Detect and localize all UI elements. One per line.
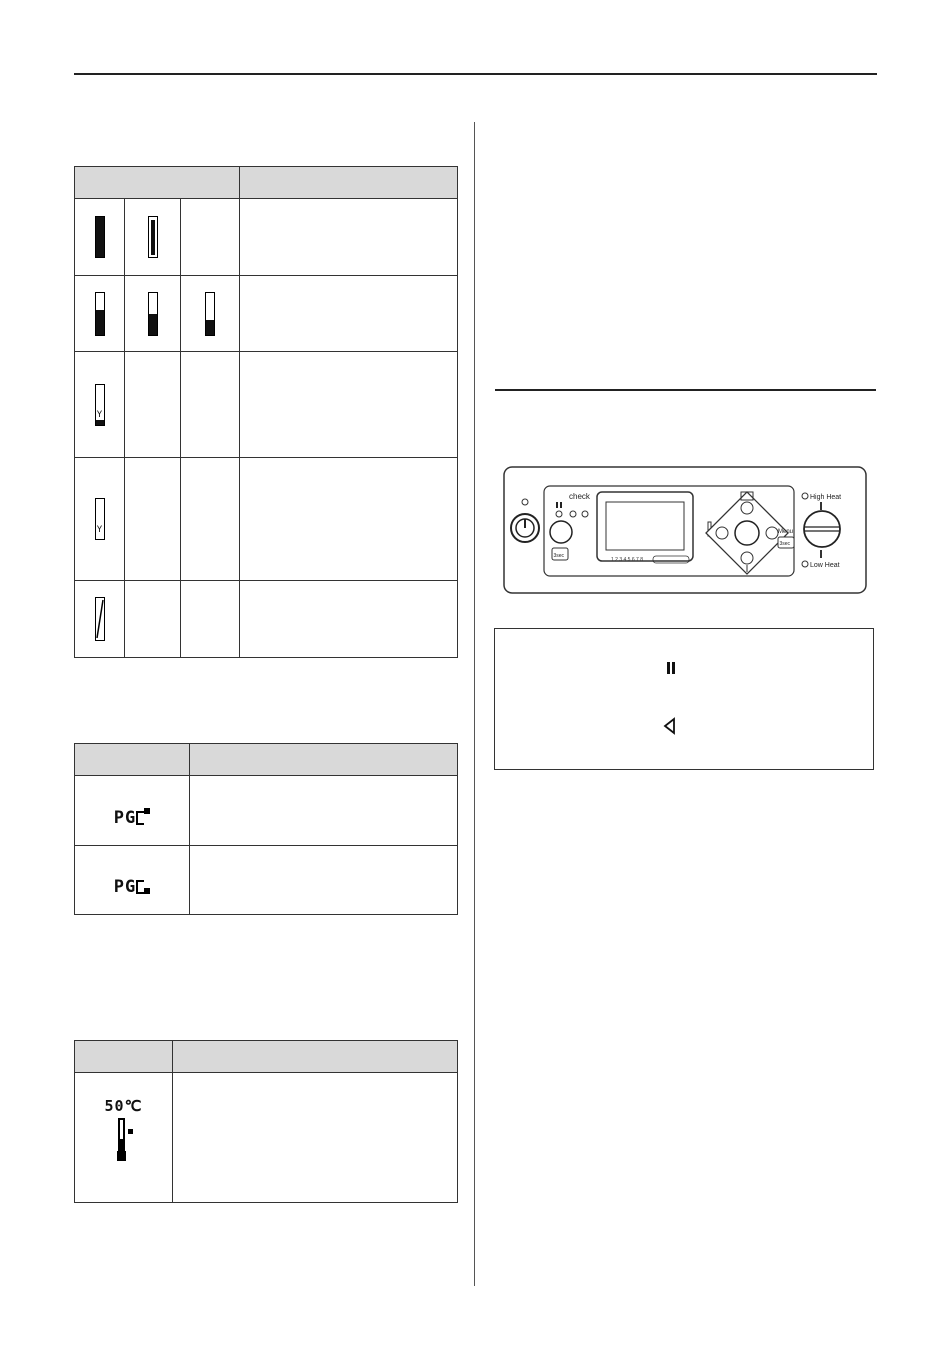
ink-near-end-icon: Y: [95, 384, 105, 426]
section-rule: [495, 389, 876, 391]
heater-header-icon: [75, 1041, 173, 1073]
ink-expended-icon: Y: [95, 498, 105, 540]
pause-icon: [665, 661, 677, 677]
ink-table-header-description: [240, 167, 458, 199]
header-rule: [74, 73, 877, 75]
svg-text:3sec: 3sec: [779, 541, 791, 547]
tray-numbers: 1 2 3 4 5 6 7 8: [611, 557, 643, 563]
table-row: [75, 581, 458, 658]
check-label: check: [569, 492, 590, 501]
menu-label: Menu: [778, 529, 794, 535]
heater-header-description: [173, 1041, 458, 1073]
ink-level-low-icon: [205, 292, 215, 336]
ink-full-icon: [95, 216, 105, 258]
ink-status-table: [74, 166, 458, 658]
control-panel-illustration: [503, 466, 867, 594]
thermometer-icon: [111, 1117, 151, 1167]
column-divider: [474, 122, 475, 1286]
ink-level-medium-icon: [148, 292, 158, 336]
ink-table-header-icon: [75, 167, 240, 199]
ink-level-high-icon: [95, 292, 105, 336]
table-row: [75, 352, 458, 458]
maintenance-header-description: [190, 744, 458, 776]
maintenance-tank-full-icon: PG: [75, 863, 189, 897]
left-arrow-icon: [663, 717, 677, 735]
maintenance-tank-table: [74, 743, 458, 915]
note-box: [494, 628, 874, 770]
high-heat-label: High Heat: [810, 494, 842, 501]
ink-nearly-full-icon: [148, 216, 158, 258]
table-row: [75, 276, 458, 352]
maintenance-tank-space-icon: PG: [75, 794, 189, 828]
low-heat-label: Low Heat: [810, 562, 840, 569]
maintenance-header-icon: [75, 744, 190, 776]
ink-error-icon: [95, 597, 105, 641]
table-row: [75, 776, 458, 846]
table-row: [75, 1073, 458, 1203]
heater-temperature-table: [74, 1040, 458, 1203]
heater-temperature-icon: 50℃: [75, 1073, 172, 1202]
table-row: [75, 846, 458, 915]
table-row: [75, 458, 458, 581]
reset-label: 3sec: [553, 553, 565, 559]
table-row: [75, 199, 458, 276]
